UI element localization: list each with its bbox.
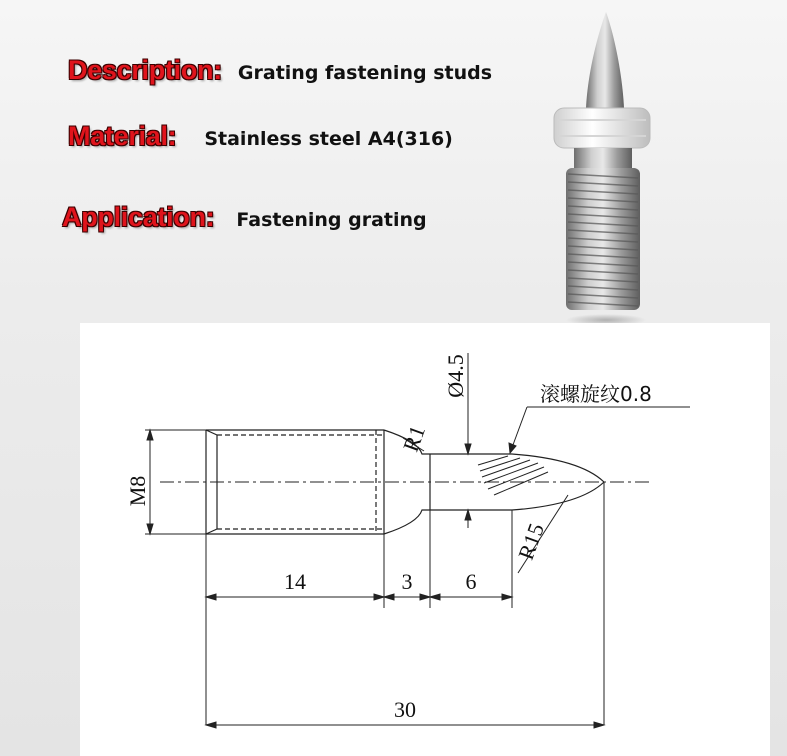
stud-photo [548, 8, 658, 328]
label-m8: M8 [125, 475, 150, 507]
application-row [62, 202, 427, 233]
description-label: Description: [68, 55, 222, 85]
material-value: Stainless steel A4(316) [204, 128, 453, 150]
description-row [68, 55, 492, 86]
label-diameter-4-5: Ø4.5 [443, 354, 468, 398]
photo-thread [566, 168, 640, 310]
photo-collar [554, 108, 650, 148]
technical-drawing [80, 323, 770, 756]
photo-tip [586, 12, 624, 108]
extension-lines [206, 482, 604, 725]
application-label: Application: [62, 202, 215, 232]
label-r1: R1 [397, 422, 431, 455]
label-dim-6: 6 [465, 569, 477, 594]
application-value: Fastening grating [236, 209, 427, 231]
photo-neck [574, 148, 632, 170]
label-knurl-note: 滚螺旋纹0.8 [540, 382, 652, 406]
leader-knurl [509, 407, 690, 453]
label-dim-3: 3 [401, 569, 413, 594]
description-value: Grating fastening studs [237, 62, 493, 84]
dim-row-partial [206, 594, 512, 600]
label-r15: R15 [512, 519, 549, 563]
material-row [68, 121, 453, 152]
technical-drawing-panel [80, 323, 770, 756]
label-dim-14: 14 [284, 569, 306, 594]
knurl-lines [478, 456, 548, 495]
material-label: Material: [68, 121, 177, 151]
label-dim-30: 30 [394, 697, 416, 722]
dim-row-total [206, 722, 604, 728]
